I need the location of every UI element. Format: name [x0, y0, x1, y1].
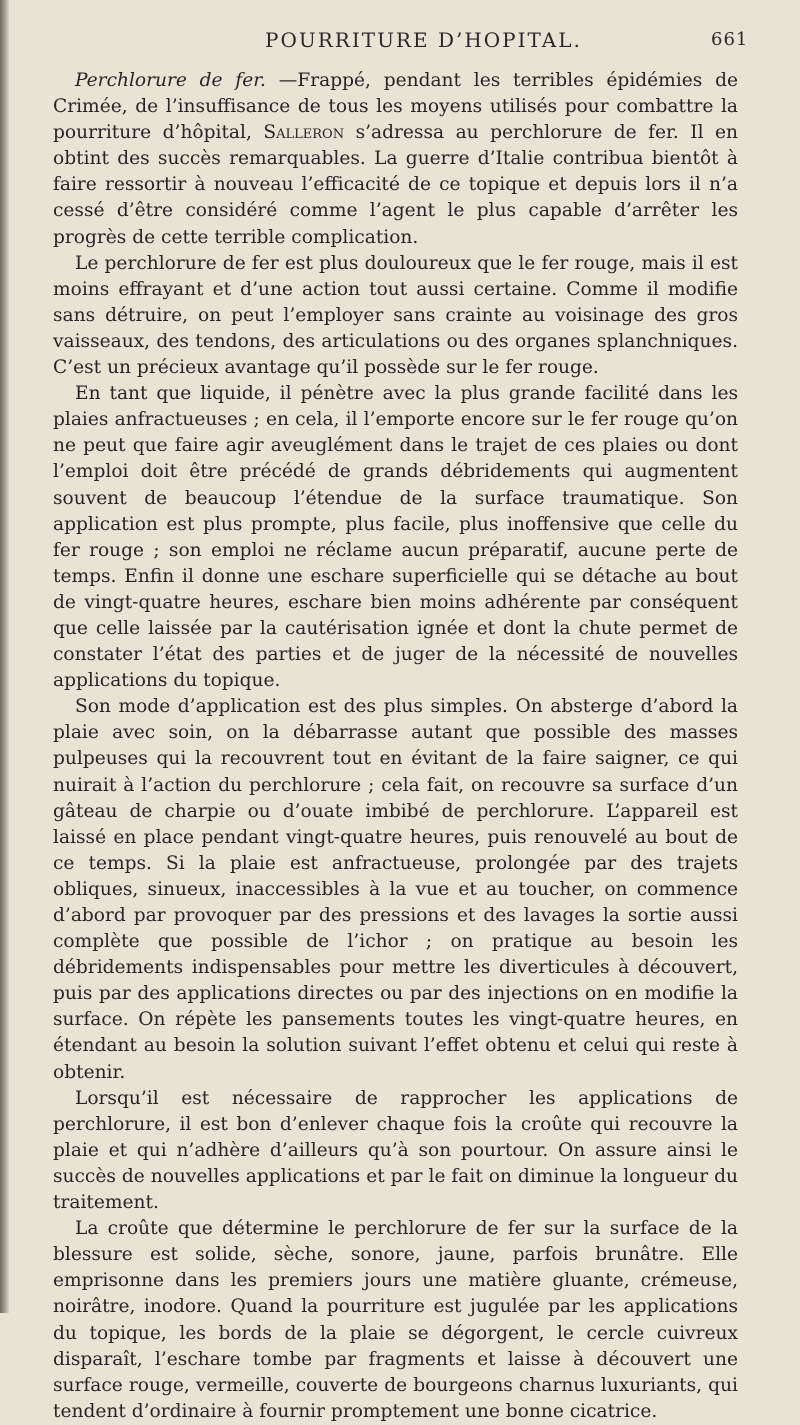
paragraph-5: Lorsqu’il est nécessaire de rapprocher les applications de perchlorure, il est bon d’enlever chaque fois la croûte qui recouvre la plaie et qui n’adhère d’ailleurs qu’à son pourtour. On assure ainsi le succès de nouvelles applications et par le fait on diminue la longueur du traitement. [53, 1087, 738, 1214]
running-head [0, 24, 800, 54]
page-number: 661 [711, 29, 749, 50]
author-name-salleron: Salleron [263, 122, 345, 144]
paragraph-1-text-a: —Frappé, pendant les terribles épidémies de Crimée, de l’insuffisance de tous les moyens utilisés pour combattre la pourriture d’hôpital, [53, 70, 738, 144]
paragraph-perchlorure-intro [53, 68, 738, 251]
running-title: POURRITURE D’HOPITAL. [265, 28, 582, 52]
section-lead-italic: Perchlorure de fer. [75, 70, 266, 91]
paragraph-1-text-b: s’adressa au perchlorure de fer. Il en obtint des succès remarquables. La guerre d’Italie contribua bientôt à faire ressortir à nouveau l’efficacité de ce topique et depuis lors il n’a cessé d’être considéré comme l’agent le plus capable d’arrêter les progrès de cette terrible complication. [53, 122, 738, 248]
body-text [53, 68, 738, 1425]
paragraph-3: En tant que liquide, il pénètre avec la plus grande facilité dans les plaies anfractueuses ; en cela, il l’emporte encore sur le fer rouge qu’on ne peut que faire agir aveuglément dans le trajet de ces plaies ou dont l’emploi doit être précédé de grands débridements qui augmentent souvent de beaucoup l’étendue de la surface traumatique. Son application est plus prompte, plus facile, plus inoffensive que celle du fer rouge ; son emploi ne réclame aucun préparatif, aucune perte de temps. Enfin il donne une eschare superficielle qui se détache au bout de vingt-quatre heures, eschare bien moins adhérente par conséquent que celle laissée par la cautérisation ignée et dont la chute permet de constater l’état des parties et de juger de la nécessité de nouvelles applications du topique. [53, 383, 738, 692]
paragraph-6: La croûte que détermine le perchlorure de fer sur la surface de la blessure est solide, sèche, sonore, jaune, parfois brunâtre. Elle emprisonne dans les premiers jours une matière gluante, crémeuse, noirâtre, inodore. Quand la pourriture est jugulée par les applications du topique, les bords de la plaie se dégorgent, le cercle cuivreux disparaît, l’eschare tombe par fragments et laisse à découvert une surface rouge, vermeille, couverte de bourgeons charnus luxuriants, qui tendent d’ordinaire à fournir promptement une bonne cicatrice. [53, 1218, 738, 1422]
paragraph-4: Son mode d’application est des plus simples. On absterge d’abord la plaie avec soin, on la débarrasse autant que possible des masses pulpeuses qui la recouvrent tout en évitant de la faire saigner, ce qui nuirait à l’action du perchlorure ; cela fait, on recouvre sa surface d’un gâteau de charpie ou d’ouate imbibé de perchlorure. L’appareil est laissé en place pendant vingt-quatre heures, puis renouvelé au bout de ce temps. Si la plaie est anfractueuse, prolongée par des trajets obliques, sinueux, inaccessibles à la vue et au toucher, on commence d’abord par provoquer par des pressions et des lavages la sortie aussi complète que possible de l’ichor ; on pratique au besoin les débridements indispensables pour mettre les diverticules à découvert, puis par des applications directes ou par des injections on en modifie la surface. On répète les pansements toutes les vingt-quatre heures, en étendant au besoin la solution suivant l’effet obtenu et celui qui reste à obtenir. [53, 696, 738, 1083]
paragraph-2: Le perchlorure de fer est plus douloureux que le fer rouge, mais il est moins effrayant et d’une action tout aussi certaine. Comme il modifie sans détruire, on peut l’employer sans crainte au voisinage des gros vaisseaux, des tendons, des articulations ou des organes splanchniques. C’est un précieux avantage qu’il possède sur le fer rouge. [53, 252, 738, 379]
